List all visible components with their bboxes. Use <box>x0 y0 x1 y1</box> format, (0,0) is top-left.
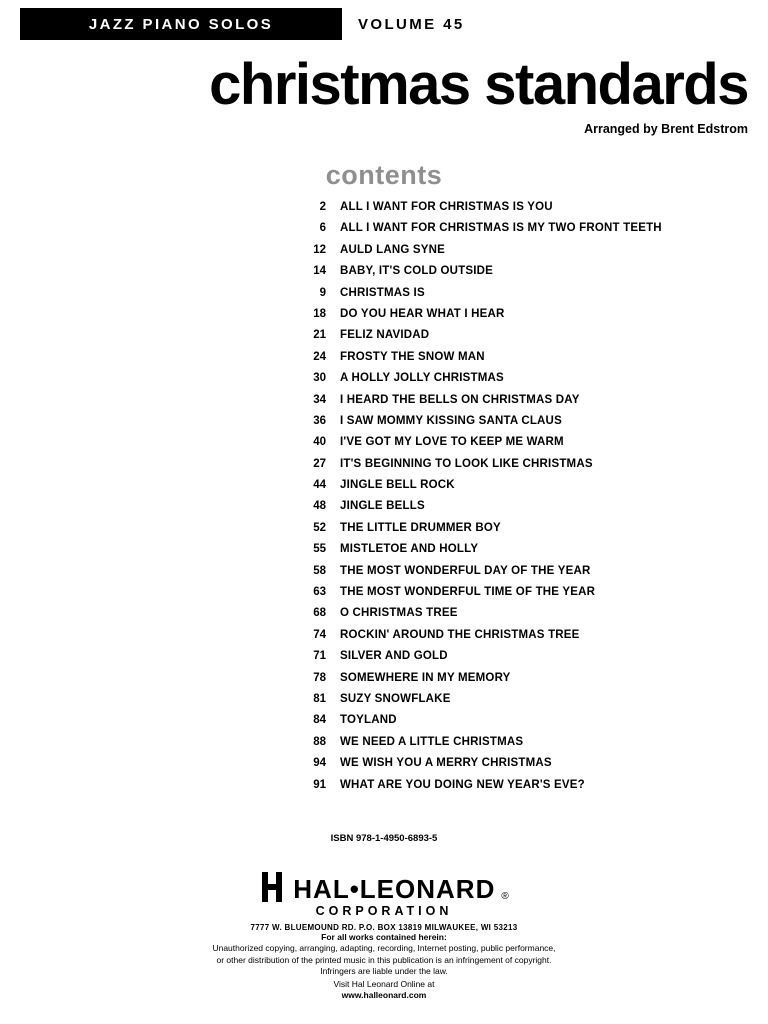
logo-line <box>0 872 768 902</box>
toc-page-number: 14 <box>313 265 326 278</box>
toc-song-title: ROCKIN' AROUND THE CHRISTMAS TREE <box>340 628 580 641</box>
publisher-name: HAL•LEONARD <box>293 874 496 904</box>
list-item <box>0 565 768 586</box>
toc-song-title: BABY, IT'S COLD OUTSIDE <box>340 265 494 278</box>
legal-line-2: or other distribution of the printed music in this publication is an infringement of copyright. <box>216 954 552 965</box>
list-item <box>0 265 768 286</box>
toc-page-number: 84 <box>313 714 326 727</box>
isbn-text: ISBN 978-1-4950-6893-5 <box>330 833 438 844</box>
toc-song-title: MISTLETOE AND HOLLY <box>340 543 479 556</box>
toc-song-title: THE MOST WONDERFUL TIME OF THE YEAR <box>340 586 596 599</box>
page-title: christmas standards <box>209 52 748 117</box>
toc-page-number: 18 <box>313 307 326 320</box>
list-item <box>0 415 768 436</box>
list-item <box>0 287 768 308</box>
volume-label: VOLUME 45 <box>358 15 465 33</box>
toc-song-title: AULD LANG SYNE <box>340 243 446 256</box>
legal-heading: For all works contained herein: <box>321 932 447 942</box>
legal-notice <box>0 932 768 978</box>
list-item <box>0 586 768 607</box>
legal-line-1: Unauthorized copying, arranging, adapting, recording, Internet posting, public performance, <box>212 943 556 954</box>
toc-song-title: ALL I WANT FOR CHRISTMAS IS YOU <box>340 201 553 213</box>
toc-page-number: 44 <box>313 479 326 492</box>
toc-song-title: ALL I WANT FOR CHRISTMAS IS MY TWO FRONT TEETH <box>340 222 662 235</box>
list-item <box>0 543 768 564</box>
toc-song-title: WHAT ARE YOU DOING NEW YEAR'S EVE? <box>340 778 585 791</box>
toc-song-title: O CHRISTMAS TREE <box>340 607 458 620</box>
toc-song-title: WE NEED A LITTLE CHRISTMAS <box>340 735 524 748</box>
list-item <box>0 757 768 778</box>
list-item <box>0 500 768 521</box>
toc-page-number: 48 <box>313 500 326 513</box>
toc-page-number: 30 <box>313 372 326 385</box>
toc-page-number: 63 <box>313 586 326 599</box>
toc-page-number: 34 <box>313 393 326 406</box>
list-item <box>0 308 768 329</box>
list-item <box>0 693 768 714</box>
toc-page-number: 21 <box>313 329 326 342</box>
toc-page-number: 9 <box>319 286 326 299</box>
toc-song-title: TOYLAND <box>340 714 397 727</box>
hal-leonard-h-icon <box>259 872 285 902</box>
toc-song-title: IT'S BEGINNING TO LOOK LIKE CHRISTMAS <box>340 457 593 470</box>
list-item <box>0 351 768 372</box>
toc-song-title: JINGLE BELL ROCK <box>340 479 455 492</box>
toc-song-title: A HOLLY JOLLY CHRISTMAS <box>340 372 504 385</box>
toc-song-title: FELIZ NAVIDAD <box>340 329 430 342</box>
website-url[interactable]: www.halleonard.com <box>341 990 427 1001</box>
toc-song-title: WE WISH YOU A MERRY CHRISTMAS <box>340 757 552 770</box>
toc-song-title: SUZY SNOWFLAKE <box>340 692 451 705</box>
list-item <box>0 201 768 222</box>
legal-line-3: Infringers are liable under the law. <box>320 966 448 977</box>
toc-song-title: I HEARD THE BELLS ON CHRISTMAS DAY <box>340 393 580 406</box>
toc-page-number: 94 <box>313 757 326 770</box>
toc-page-number: 58 <box>313 564 326 577</box>
list-item <box>0 436 768 457</box>
series-badge <box>20 8 342 40</box>
header-band <box>0 8 768 40</box>
list-item <box>0 672 768 693</box>
contents-heading: contents <box>325 160 443 190</box>
toc-page-number: 40 <box>313 436 326 449</box>
list-item <box>0 458 768 479</box>
toc-page-number: 88 <box>313 735 326 748</box>
list-item <box>0 779 768 800</box>
list-item <box>0 329 768 350</box>
toc-song-title: THE MOST WONDERFUL DAY OF THE YEAR <box>340 564 591 577</box>
list-item <box>0 736 768 757</box>
toc-song-title: SOMEWHERE IN MY MEMORY <box>340 671 511 684</box>
publisher-subtitle: CORPORATION <box>315 904 453 918</box>
list-item <box>0 479 768 500</box>
publisher-logo <box>0 872 768 932</box>
list-item <box>0 372 768 393</box>
toc-song-title: SILVER AND GOLD <box>340 650 448 663</box>
toc-song-title: CHRISTMAS IS <box>340 286 425 299</box>
toc-song-title: JINGLE BELLS <box>340 500 425 513</box>
list-item <box>0 244 768 265</box>
toc-page-number: 68 <box>313 607 326 620</box>
list-item <box>0 222 768 243</box>
publisher-address: 7777 W. BLUEMOUND RD. P.O. BOX 13819 MILWAUKEE, WI 53213 <box>250 923 518 932</box>
toc-song-title: THE LITTLE DRUMMER BOY <box>340 521 501 534</box>
toc-page-number: 2 <box>319 201 326 213</box>
toc-page-number: 78 <box>313 671 326 684</box>
list-item <box>0 607 768 628</box>
toc-page-number: 91 <box>313 778 326 791</box>
list-item <box>0 714 768 735</box>
table-of-contents <box>0 201 768 800</box>
list-item <box>0 650 768 671</box>
toc-page-number: 24 <box>313 350 326 363</box>
series-label: JAZZ PIANO SOLOS <box>88 15 274 33</box>
list-item <box>0 394 768 415</box>
toc-song-title: I SAW MOMMY KISSING SANTA CLAUS <box>340 414 562 427</box>
toc-song-title: FROSTY THE SNOW MAN <box>340 350 485 363</box>
toc-page-number: 36 <box>313 414 326 427</box>
toc-page-number: 12 <box>313 243 326 256</box>
toc-page-number: 71 <box>313 650 326 663</box>
toc-page-number: 81 <box>313 692 326 705</box>
arranger-credit: Arranged by Brent Edstrom <box>584 122 748 136</box>
toc-song-title: I'VE GOT MY LOVE TO KEEP ME WARM <box>340 436 564 449</box>
visit-online <box>0 979 768 1002</box>
registered-mark: ® <box>501 891 509 902</box>
list-item <box>0 522 768 543</box>
toc-page-number: 52 <box>313 521 326 534</box>
toc-song-title: DO YOU HEAR WHAT I HEAR <box>340 307 505 320</box>
list-item <box>0 629 768 650</box>
toc-page-number: 55 <box>313 543 326 556</box>
visit-text: Visit Hal Leonard Online at <box>333 979 435 989</box>
toc-page-number: 74 <box>313 628 326 641</box>
toc-page-number: 6 <box>319 222 326 235</box>
toc-page-number: 27 <box>313 457 326 470</box>
